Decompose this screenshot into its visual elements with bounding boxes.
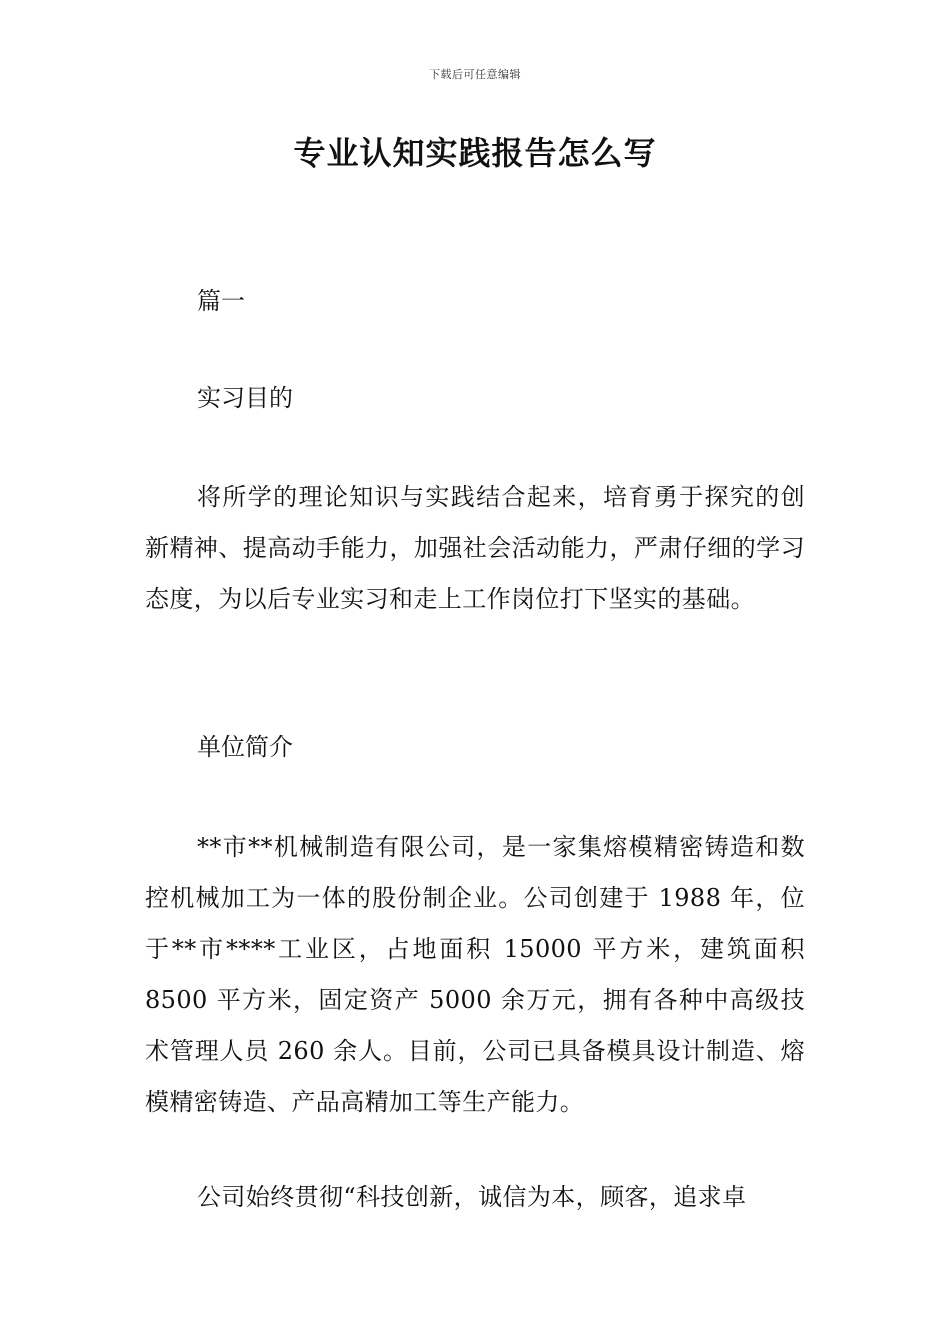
header-note: 下载后可任意编辑 <box>429 68 521 81</box>
section-label: 篇一 <box>197 287 245 315</box>
unit-paragraph: **市**机械制造有限公司，是一家集熔模精密铸造和数控机械加工为一体的股份制企业。公司创建于 1988 年，位于**市****工业区，占地面积 15000 平方米，建筑面积 8500 平方米，固定资产 5000 余万元，拥有各种中高级技术管理人员 260 余人。目前，公司已具备模具设计制造、熔模精密铸造、产品高精加工等生产能力。 <box>145 833 805 1116</box>
unit-heading: 单位简介 <box>197 733 293 761</box>
philosophy-paragraph: 公司始终贯彻“科技创新，诚信为本，顾客，追求卓 <box>197 1183 747 1211</box>
purpose-paragraph: 将所学的理论知识与实践结合起来，培育勇于探究的创新精神、提高动手能力，加强社会活动能力，严肃仔细的学习态度，为以后专业实习和走上工作岗位打下坚实的基础。 <box>145 483 805 613</box>
purpose-heading: 实习目的 <box>197 384 293 412</box>
document-title: 专业认知实践报告怎么写 <box>293 134 657 172</box>
